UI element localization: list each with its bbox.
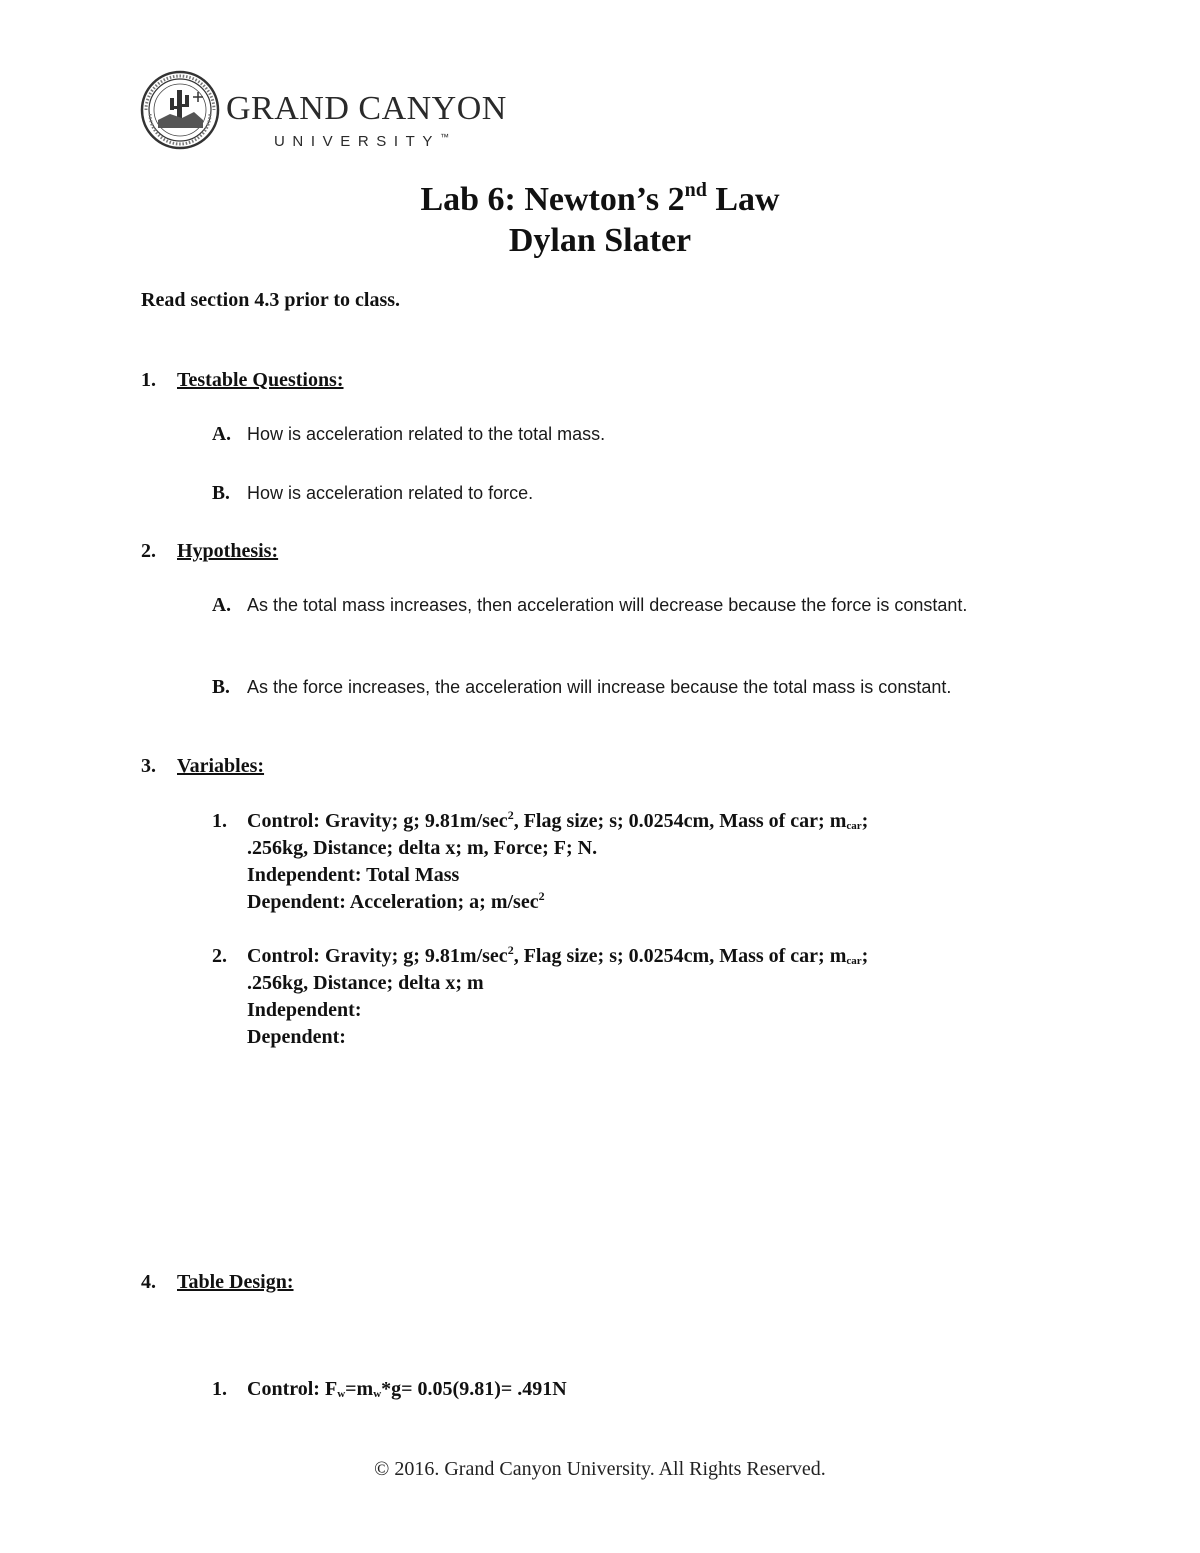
variables-block	[212, 943, 1032, 1051]
section-number: 2.	[141, 540, 156, 562]
control-variables: Control: Gravity; g; $9.81m/\sec^2$, Flag size; s; 0.0254cm, Mass of car; $m_{car}$;	[247, 808, 869, 832]
section-number: 4.	[141, 1271, 156, 1293]
item-marker: 2.	[212, 945, 227, 967]
dependent-variable: Dependent: Acceleration; a; $m/\sec^2$	[247, 889, 545, 913]
section-heading: Variables:	[177, 755, 265, 777]
control-variables-continued: .256kg, Distance; delta x; m, Force; F; N.	[247, 837, 598, 859]
list-item	[212, 674, 1002, 701]
independent-variable: Independent: Total Mass	[247, 864, 460, 886]
page-title: Lab 6: Newton’s 2nd Law	[420, 179, 780, 218]
list-item	[212, 592, 1002, 619]
section-hypothesis	[141, 540, 278, 563]
control-variables: Control: Gravity; g; $9.81m/\sec^2$, Flag size; s; 0.0254cm, Mass of car; $m_{car}$;	[247, 943, 869, 967]
item-text: How is acceleration related to force.	[247, 483, 534, 503]
section-heading: Table Design:	[177, 1271, 294, 1293]
section-testable-questions	[141, 369, 344, 392]
section-number: 3.	[141, 755, 156, 777]
list-item	[212, 421, 1012, 448]
dependent-variable: Dependent:	[247, 1026, 346, 1048]
variables-block	[212, 808, 1032, 916]
university-logo	[140, 70, 520, 152]
section-number: 1.	[141, 369, 156, 391]
trademark-mark: ™	[440, 132, 450, 142]
section-table-design	[141, 1271, 294, 1294]
section-heading: Hypothesis:	[177, 540, 279, 562]
university-subtitle: UNIVERSITY™	[274, 132, 450, 150]
list-item	[212, 480, 1012, 507]
author-name: Dylan Slater	[508, 222, 692, 259]
item-text: As the total mass increases, then acceleration will decrease because the force is constant.	[247, 595, 968, 615]
item-text: How is acceleration related to the total mass.	[247, 424, 606, 444]
item-marker: A.	[212, 424, 231, 445]
university-name: GRAND CANYON	[226, 90, 507, 127]
section-variables	[141, 755, 264, 778]
item-marker: 1.	[212, 1378, 227, 1400]
reading-note: Read section 4.3 prior to class.	[141, 289, 401, 311]
item-marker: A.	[212, 595, 231, 616]
item-marker: 1.	[212, 810, 227, 832]
copyright-footer: © 2016. Grand Canyon University. All Rights Reserved.	[374, 1458, 826, 1480]
independent-variable: Independent:	[247, 999, 362, 1021]
section-heading: Testable Questions:	[177, 369, 344, 391]
item-marker: B.	[212, 677, 230, 698]
control-variables-continued: .256kg, Distance; delta x; m	[247, 972, 484, 994]
table-design-block	[212, 1376, 1032, 1403]
weight-force-equation: Control: $F_w=m_w*g= 0.05(9.81)= .491N$	[247, 1378, 567, 1400]
item-text: As the force increases, the acceleration will increase because the total mass is constant.	[247, 677, 952, 697]
university-seal-icon	[140, 70, 220, 150]
item-marker: B.	[212, 483, 230, 504]
